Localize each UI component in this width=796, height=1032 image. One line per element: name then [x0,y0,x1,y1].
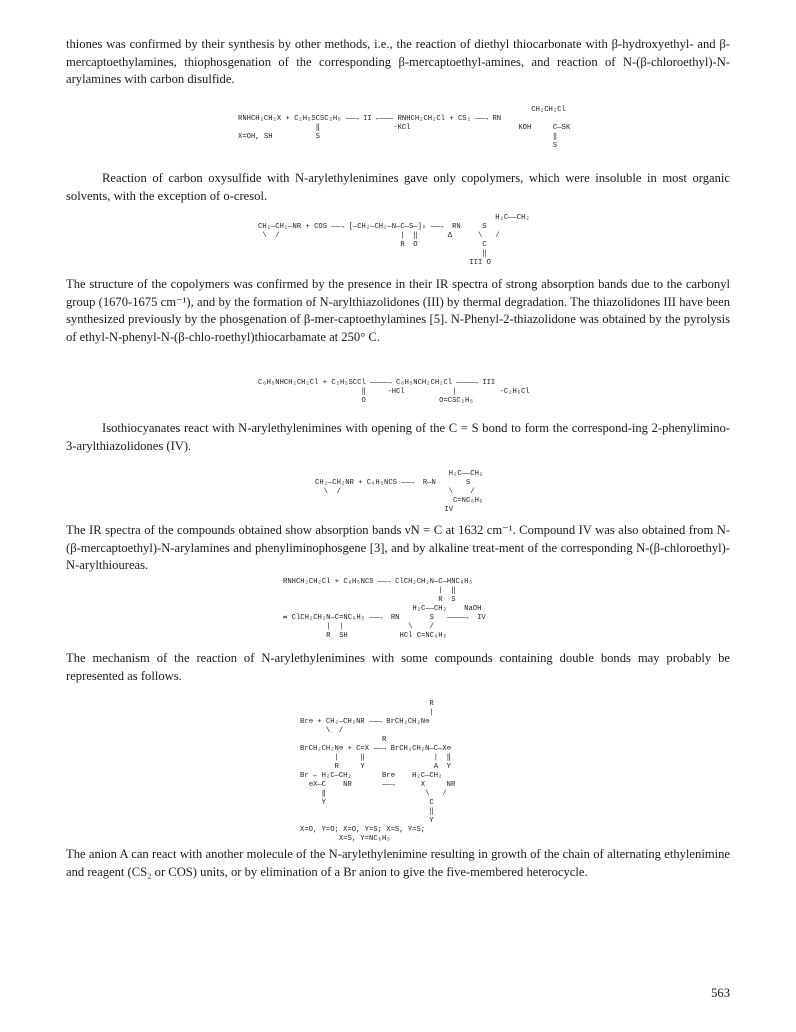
paragraph-5: The IR spectra of the compounds obtained show absorption bands νN = C at 1632 cm⁻¹. Compound IV was also obtained from N-(β-mercaptoethyl)-N-arylamines and phenyliminophosgene [3], and by alkaline treat-ment of the corresponding N-(β-chloroethyl)-N-arylthioureas. [66,523,730,572]
reaction-scheme-cos-copolymer: H₂C——CH₂ CH₂—CH₂—NR + COS ——→ [—CH₂—CH₂—N—C—S—]ₙ ——→ RN S \ / | ‖ Δ \ / R O C ‖ III O [258,214,530,267]
reaction-scheme-thiocarbonate: CH₂CH₂Cl RNHCH₂CH₂X + C₂H₅SCSC₂H₅ ——→ II ←——— RNHCH₂CH₂Cl + CS₂ ——→ RN ‖ -KCl KOH C—SK X=OH, SH S ‖ S [238,106,571,150]
paragraph-4: Isothiocyanates react with N-arylethylenimines with opening of the C = S bond to form the correspond-ing 2-phenylimino-3-arylthiazolidones (IV). [66,421,730,453]
reaction-scheme-thiazolidone-pyrolysis: C₆H₅NHCH₂CH₂Cl + C₂H₅SCCl ————→ C₆H₅NCH₂CH₂Cl ————→ III ‖ -HCl | -C₂H₅Cl O O=CSC₂H₅ [258,379,530,405]
paragraph-7: The anion A can react with another molecule of the N-arylethylenimine resulting in growth of the chain of alternating ethylenimine and reagent (CS₂ or COS) units, or by elimination of a Br anion to give the five-membered heterocycle. [66,847,730,879]
paragraph-1: thiones was confirmed by their synthesis by other methods, i.e., the reaction of diethyl thiocarbonate with β-hydroxyethyl- and β-mercaptoethylamines, thiophosgenation of the corresponding β-mercaptoethyl-amines, and reaction of N-(β-chloroethyl)-N-arylamines with carbon disulfide. [66,37,730,86]
reaction-scheme-mechanism: R | Br⊖ + CH₂—CH₂NR ——→ BrCH₂CH₂N⊖ \ / R BrCH₂CH₂N⊖ + C=X ——→ BrCH₂CH₂N—C—X⊖ | ‖ | ‖ R Y A Y Br ← H₂C—CH₂ Br⊖ H₂C—CH₂ ⊖X—C NR ——→ X NR ‖ \ / Y C ‖ Y X=O, Y=O; X=O, Y=S; X=S, Y=S; X=S, Y=NC₆H₅ [300,700,456,843]
page-number: 563 [711,986,730,1000]
paragraph-3: The structure of the copolymers was confirmed by the presence in their IR spectra of strong absorption bands due to the carbonyl group (1670-1675 cm⁻¹), and by the formation of N-arylthiazolidones (III) by thermal degradation. The thiazolidones III have been synthesized previously by the phosgenation of β-mer-captoethylamines [5]. N-Phenyl-2-thiazolidone was obtained by the pyrolysis of ethyl-N-phenyl-N-(β-chlo-roethyl)thiocarbamate at 250° C. [66,277,730,344]
paragraph-6: The mechanism of the reaction of N-arylethylenimines with some compounds containing double bonds may probably be represented as follows. [66,651,730,683]
paragraph-2: Reaction of carbon oxysulfide with N-arylethylenimines gave only copolymers, which were insoluble in most organic solvents, with the exception of o-cresol. [66,171,730,203]
reaction-scheme-isothiocyanate: H₂C——CH₂ CH₂—CH₂NR + C₆H₅NCS ——→ R—N S \ / \ / C=NC₆H₅ IV [315,470,484,514]
reaction-scheme-thiourea: RNHCH₂CH₂Cl + C₆H₅NCS ——→ ClCH₂CH₂N—C—HNC₆H₅ | ‖ R S H₂C——CH₂ NaOH ⇌ ClCH₂CH₂N—C=NC₆H₅ ——→ RN S ————→ IV | | \ / R SH HCl C=NC₆H₅ [283,578,486,640]
